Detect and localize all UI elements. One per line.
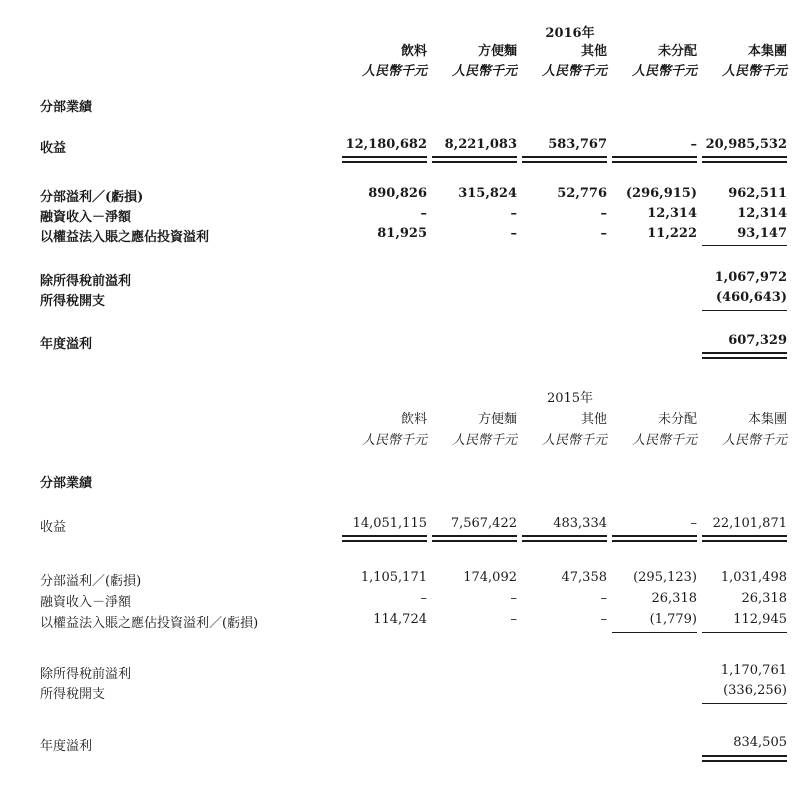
finance-income-value: – <box>600 591 607 606</box>
subtotal-rule <box>702 703 787 704</box>
equity-share-value: 81,925 <box>377 226 427 241</box>
revenue-label: 收益 <box>40 141 67 156</box>
revenue-double-underline <box>612 156 697 158</box>
segment-table-2015 <box>0 375 800 791</box>
unit-label: 人民幣千元 <box>361 433 427 448</box>
unit-label: 人民幣千元 <box>631 433 697 448</box>
finance-income-label: 融資收入－淨額 <box>40 210 132 225</box>
unit-label: 人民幣千元 <box>361 64 427 79</box>
finance-income-value: – <box>510 591 517 606</box>
revenue-double-underline <box>612 535 697 537</box>
equity-share-value: – <box>510 226 517 241</box>
unit-label: 人民幣千元 <box>721 64 787 79</box>
year-profit-value: 607,329 <box>728 333 787 348</box>
finance-income-value: 26,318 <box>651 591 697 606</box>
subtotal-rule <box>612 632 697 633</box>
revenue-double-underline <box>432 156 517 158</box>
pretax-profit-value: 1,067,972 <box>714 270 787 285</box>
revenue-value: 12,180,682 <box>345 137 427 152</box>
col-header-unallocated: 未分配 <box>657 44 697 59</box>
year-profit-label: 年度溢利 <box>40 337 93 352</box>
revenue-double-underline <box>702 540 787 542</box>
subtotal-rule <box>702 310 787 311</box>
equity-share-value: – <box>600 612 607 627</box>
col-header-beverage: 飲料 <box>400 412 427 427</box>
revenue-double-underline <box>432 161 517 163</box>
finance-income-value: – <box>510 206 517 221</box>
pretax-profit-label: 除所得稅前溢利 <box>40 667 132 682</box>
revenue-double-underline <box>702 161 787 163</box>
revenue-value: 22,101,871 <box>712 516 787 531</box>
unit-label: 人民幣千元 <box>721 433 787 448</box>
total-double-underline <box>702 760 787 762</box>
finance-income-value: – <box>420 591 427 606</box>
equity-share-value: 114,724 <box>373 612 427 627</box>
segment-profit-value: 174,092 <box>463 570 517 585</box>
unit-label: 人民幣千元 <box>541 433 607 448</box>
equity-share-value: – <box>510 612 517 627</box>
revenue-double-underline <box>612 161 697 163</box>
segment-profit-value: 1,031,498 <box>720 570 787 585</box>
segment-profit-value: (296,915) <box>625 186 697 201</box>
equity-share-label: 以權益法入賬之應佔投資溢利／(虧損) <box>40 616 259 631</box>
col-header-group: 本集團 <box>747 412 787 427</box>
segment-profit-value: 962,511 <box>728 186 787 201</box>
revenue-double-underline <box>342 540 427 542</box>
segment-profit-value: (295,123) <box>633 570 697 585</box>
revenue-value: 483,334 <box>553 516 607 531</box>
total-double-underline <box>702 755 787 757</box>
revenue-value: 7,567,422 <box>450 516 517 531</box>
revenue-double-underline <box>432 535 517 537</box>
revenue-double-underline <box>342 535 427 537</box>
unit-label: 人民幣千元 <box>541 64 607 79</box>
pretax-profit-value: 1,170,761 <box>720 663 787 678</box>
section-heading: 分部業績 <box>40 476 93 491</box>
equity-share-value: – <box>600 226 607 241</box>
col-header-noodles: 方便麵 <box>477 412 517 427</box>
revenue-value: 20,985,532 <box>705 137 787 152</box>
col-header-beverage: 飲料 <box>400 44 427 59</box>
col-header-unallocated: 未分配 <box>657 412 697 427</box>
finance-income-value: – <box>600 206 607 221</box>
total-double-underline <box>702 357 787 359</box>
unit-label: 人民幣千元 <box>451 433 517 448</box>
revenue-double-underline <box>522 535 607 537</box>
income-tax-value: (336,256) <box>723 683 787 698</box>
pretax-profit-label: 除所得稅前溢利 <box>40 274 132 289</box>
revenue-value: 583,767 <box>548 137 607 152</box>
revenue-double-underline <box>342 161 427 163</box>
revenue-double-underline <box>522 540 607 542</box>
subtotal-rule <box>702 632 787 633</box>
finance-income-label: 融資收入－淨額 <box>40 595 132 610</box>
segment-table-2016 <box>0 0 800 370</box>
year-heading: 2016年 <box>545 26 595 41</box>
revenue-value: – <box>690 516 697 531</box>
revenue-value: 8,221,083 <box>444 137 517 152</box>
finance-income-value: 26,318 <box>741 591 787 606</box>
year-profit-label: 年度溢利 <box>40 739 93 754</box>
revenue-double-underline <box>702 535 787 537</box>
income-tax-label: 所得稅開支 <box>40 687 106 702</box>
col-header-other: 其他 <box>580 44 607 59</box>
section-heading: 分部業績 <box>40 100 93 115</box>
equity-share-value: 112,945 <box>733 612 787 627</box>
segment-profit-value: 47,358 <box>561 570 607 585</box>
income-tax-value: (460,643) <box>715 290 787 305</box>
revenue-double-underline <box>432 540 517 542</box>
unit-label: 人民幣千元 <box>451 64 517 79</box>
income-tax-label: 所得稅開支 <box>40 294 106 309</box>
unit-label: 人民幣千元 <box>631 64 697 79</box>
equity-share-value: (1,779) <box>649 612 697 627</box>
revenue-double-underline <box>702 156 787 158</box>
col-header-group: 本集團 <box>747 44 787 59</box>
segment-profit-label: 分部溢利／(虧損) <box>40 574 142 589</box>
revenue-double-underline <box>342 156 427 158</box>
revenue-double-underline <box>522 156 607 158</box>
equity-share-value: 11,222 <box>647 226 697 241</box>
revenue-label: 收益 <box>40 520 67 535</box>
year-heading: 2015年 <box>546 391 594 406</box>
segment-profit-value: 52,776 <box>557 186 607 201</box>
equity-share-label: 以權益法入賬之應佔投資溢利 <box>40 230 210 245</box>
finance-income-value: – <box>420 206 427 221</box>
revenue-double-underline <box>612 540 697 542</box>
finance-income-value: 12,314 <box>737 206 787 221</box>
year-profit-value: 834,505 <box>733 735 787 750</box>
col-header-noodles: 方便麵 <box>477 44 517 59</box>
equity-share-value: 93,147 <box>737 226 787 241</box>
finance-income-value: 12,314 <box>647 206 697 221</box>
revenue-value: – <box>690 137 697 152</box>
subtotal-rule <box>702 245 787 246</box>
revenue-value: 14,051,115 <box>352 516 427 531</box>
total-double-underline <box>702 352 787 354</box>
col-header-other: 其他 <box>580 412 607 427</box>
segment-profit-value: 890,826 <box>368 186 427 201</box>
segment-profit-value: 1,105,171 <box>360 570 427 585</box>
revenue-double-underline <box>522 161 607 163</box>
segment-profit-label: 分部溢利／(虧損) <box>40 190 144 205</box>
segment-profit-value: 315,824 <box>458 186 517 201</box>
